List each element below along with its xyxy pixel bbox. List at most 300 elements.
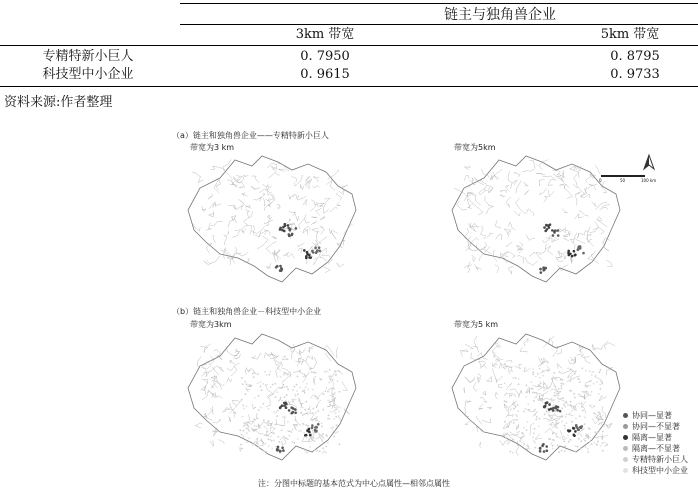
firm-point: [242, 383, 244, 385]
district-boundary: [607, 260, 613, 266]
firm-point: [564, 450, 566, 452]
firm-point: [589, 380, 591, 382]
cluster-point: [318, 250, 321, 253]
firm-point: [284, 386, 286, 388]
cluster-point: [311, 250, 314, 253]
map-panel-a-5km: [444, 150, 624, 290]
firm-point: [334, 370, 336, 372]
firm-point: [291, 432, 293, 434]
firm-point: [275, 383, 277, 385]
firm-point: [329, 402, 331, 404]
firm-point: [264, 426, 266, 428]
firm-point: [314, 440, 316, 442]
district-boundary: [604, 442, 608, 447]
district-boundary: [464, 175, 469, 181]
firm-point: [296, 390, 298, 392]
firm-point: [281, 442, 283, 444]
firm-point: [594, 431, 596, 433]
firm-point: [295, 395, 297, 397]
firm-point: [275, 446, 277, 448]
firm-point: [240, 444, 242, 446]
firm-point: [528, 409, 530, 411]
firm-point: [310, 413, 312, 415]
firm-point: [536, 416, 538, 418]
panel-b-left-bandwidth: 带宽为3km: [190, 320, 232, 329]
table-top-rule: [180, 3, 698, 4]
firm-point: [569, 380, 571, 382]
firm-point: [565, 416, 567, 418]
firm-point: [297, 438, 299, 440]
cluster-point: [574, 430, 577, 433]
cluster-point: [568, 430, 571, 433]
district-boundary: [336, 347, 338, 358]
firm-point: [287, 421, 289, 423]
cluster-point: [575, 424, 578, 427]
firm-point: [298, 430, 300, 432]
firm-point: [523, 427, 525, 429]
firm-point: [575, 451, 577, 453]
legend-item: 科技型中小企业: [622, 465, 698, 476]
firm-point: [286, 373, 288, 375]
firm-point: [316, 398, 318, 400]
cluster-point: [314, 246, 317, 249]
firm-point: [334, 392, 336, 394]
firm-point: [243, 430, 245, 432]
district-boundary: [465, 344, 473, 349]
firm-point: [330, 375, 332, 377]
firm-point: [270, 423, 272, 425]
firm-point: [243, 425, 245, 427]
group-header: 链主与独角兽企业: [444, 7, 556, 23]
district-boundary: [595, 165, 600, 175]
firm-point: [265, 434, 267, 436]
firm-point: [294, 386, 296, 388]
firm-point: [596, 417, 598, 419]
firm-point: [597, 438, 599, 440]
cluster-point: [318, 246, 321, 249]
firm-point: [253, 430, 255, 432]
cluster-point: [546, 228, 549, 231]
row-label: 科技型中小企业: [42, 67, 134, 82]
firm-point: [332, 394, 334, 396]
firm-point: [578, 394, 580, 396]
district-boundary: [219, 440, 225, 445]
district-boundary: [467, 265, 472, 273]
cluster-point: [557, 234, 560, 237]
firm-point: [553, 372, 555, 374]
cluster-point: [308, 254, 311, 257]
firm-point: [527, 403, 529, 405]
cluster-point: [311, 424, 314, 427]
firm-point: [579, 381, 581, 383]
firm-point: [519, 440, 521, 442]
firm-point: [505, 437, 507, 439]
cluster-point: [543, 226, 546, 229]
firm-point: [539, 377, 541, 379]
firm-point: [263, 450, 265, 452]
firm-point: [589, 370, 591, 372]
firm-point: [539, 368, 541, 370]
firm-point: [542, 370, 544, 372]
firm-point: [280, 376, 282, 378]
firm-point: [330, 411, 332, 413]
firm-point: [567, 435, 569, 437]
firm-point: [509, 451, 511, 453]
firm-point: [574, 405, 576, 407]
scale-bar-segment-light: [623, 175, 645, 177]
scale-label: 100 km: [641, 178, 657, 183]
firm-point: [563, 404, 565, 406]
firm-point: [577, 446, 579, 448]
firm-point: [258, 427, 260, 429]
firm-point: [591, 371, 593, 373]
firm-point: [561, 450, 563, 452]
firm-point: [314, 449, 316, 451]
firm-point: [268, 374, 270, 376]
firm-point: [593, 413, 595, 415]
firm-point: [580, 440, 582, 442]
group-underline: [180, 24, 698, 25]
firm-point: [325, 446, 327, 448]
firm-point: [533, 409, 535, 411]
firm-point: [578, 403, 580, 405]
firm-point: [292, 441, 294, 443]
firm-point: [322, 433, 324, 435]
district-boundary: [323, 267, 330, 273]
firm-point: [297, 376, 299, 378]
firm-point: [328, 415, 330, 417]
firm-point: [548, 411, 550, 413]
firm-point: [515, 377, 517, 379]
firm-point: [594, 442, 596, 444]
firm-point: [305, 451, 307, 453]
firm-point: [257, 373, 259, 375]
cluster-point: [292, 411, 295, 414]
cluster-point: [572, 427, 575, 430]
firm-point: [282, 380, 284, 382]
firm-point: [508, 441, 510, 443]
firm-point: [552, 448, 554, 450]
district-boundary: [495, 265, 499, 273]
cluster-point: [571, 255, 574, 258]
firm-point: [558, 371, 560, 373]
firm-point: [536, 392, 538, 394]
firm-point: [240, 400, 242, 402]
cluster-point: [545, 402, 548, 405]
panel-a-left-bandwidth: 带宽为3 km: [190, 143, 235, 152]
firm-point: [319, 378, 321, 380]
firm-point: [327, 418, 329, 420]
firm-point: [319, 450, 321, 452]
cluster-point: [311, 427, 314, 430]
firm-point: [338, 411, 340, 413]
table-cell: 0. 9733: [610, 67, 660, 82]
firm-point: [330, 378, 332, 380]
firm-point: [575, 445, 577, 447]
firm-point: [316, 438, 318, 440]
firm-point: [296, 424, 298, 426]
district-boundary: [464, 262, 470, 268]
firm-point: [266, 384, 268, 386]
district-boundary: [473, 336, 477, 347]
firm-point: [523, 411, 525, 413]
firm-point: [572, 378, 574, 380]
firm-point: [560, 383, 562, 385]
firm-point: [532, 392, 534, 394]
cluster-point: [582, 252, 585, 255]
firm-point: [600, 388, 602, 390]
firm-point: [292, 399, 294, 401]
firm-point: [314, 376, 316, 378]
firm-point: [253, 443, 255, 445]
firm-point: [263, 419, 265, 421]
firm-point: [315, 396, 317, 398]
cluster-point: [549, 223, 552, 226]
cluster-point: [287, 227, 290, 230]
firm-point: [270, 436, 272, 438]
firm-point: [598, 412, 600, 414]
firm-point: [335, 407, 337, 409]
firm-point: [239, 429, 241, 431]
firm-point: [535, 376, 537, 378]
cluster-point: [546, 449, 549, 452]
firm-point: [584, 423, 586, 425]
firm-point: [534, 442, 536, 444]
firm-point: [298, 400, 300, 402]
legend-dot-icon: [623, 468, 628, 473]
firm-point: [273, 432, 275, 434]
firm-point: [265, 451, 267, 453]
cluster-point: [287, 224, 290, 227]
firm-point: [567, 367, 569, 369]
legend-dot-icon: [623, 424, 628, 429]
district-boundary: [210, 441, 214, 447]
cluster-point: [567, 252, 570, 255]
firm-point: [260, 381, 262, 383]
firm-point: [277, 436, 279, 438]
firm-point: [312, 420, 314, 422]
firm-point: [600, 369, 602, 371]
firm-point: [533, 400, 535, 402]
cluster-point: [306, 429, 309, 432]
firm-point: [562, 397, 564, 399]
firm-point: [527, 445, 529, 447]
district-boundary: [200, 346, 208, 352]
firm-point: [254, 425, 256, 427]
firm-point: [278, 441, 280, 443]
map-legend: [622, 410, 698, 476]
firm-point: [532, 437, 534, 439]
firm-point: [557, 427, 559, 429]
firm-point: [561, 421, 563, 423]
cluster-point: [545, 224, 548, 227]
firm-point: [546, 387, 548, 389]
cluster-point: [543, 450, 546, 453]
firm-point: [561, 387, 563, 389]
firm-point: [329, 369, 331, 371]
firm-point: [587, 394, 589, 396]
firm-point: [305, 386, 307, 388]
firm-point: [257, 382, 259, 384]
firm-point: [525, 396, 527, 398]
firm-point: [331, 388, 333, 390]
firm-point: [306, 413, 308, 415]
firm-point: [538, 385, 540, 387]
firm-point: [239, 447, 241, 449]
firm-point: [284, 373, 286, 375]
map-panel-a-3km: [180, 150, 360, 290]
firm-point: [504, 421, 506, 423]
firm-point: [302, 390, 304, 392]
firm-point: [556, 391, 558, 393]
firm-point: [567, 377, 569, 379]
cluster-point: [573, 434, 576, 437]
firm-point: [306, 424, 308, 426]
cluster-point: [315, 251, 318, 254]
firm-point: [256, 438, 258, 440]
panel-b-title: （b）链主和独角兽企业－科技型中小企业: [172, 307, 322, 316]
firm-point: [299, 387, 301, 389]
firm-point: [543, 387, 545, 389]
cluster-point: [539, 268, 542, 271]
firm-point: [564, 425, 566, 427]
firm-point: [552, 439, 554, 441]
firm-point: [253, 376, 255, 378]
firm-point: [556, 433, 558, 435]
firm-point: [242, 404, 244, 406]
firm-point: [332, 379, 334, 381]
firm-point: [509, 421, 511, 423]
firm-point: [335, 374, 337, 376]
firm-point: [589, 405, 591, 407]
firm-point: [515, 406, 517, 408]
firm-point: [571, 410, 573, 412]
firm-point: [288, 401, 290, 403]
cluster-point: [545, 445, 548, 448]
firm-point: [587, 448, 589, 450]
cluster-point: [294, 408, 297, 411]
cluster-point: [282, 449, 285, 452]
firm-point: [506, 401, 508, 403]
cluster-point: [306, 251, 309, 254]
firm-point: [253, 372, 255, 374]
district-boundary: [592, 344, 597, 350]
firm-point: [593, 405, 595, 407]
firm-point: [566, 401, 568, 403]
firm-point: [559, 437, 561, 439]
firm-point: [268, 445, 270, 447]
firm-point: [525, 367, 527, 369]
firm-point: [292, 389, 294, 391]
firm-point: [283, 424, 285, 426]
firm-point: [542, 375, 544, 377]
firm-point: [295, 419, 297, 421]
firm-point: [512, 377, 514, 379]
firm-point: [266, 374, 268, 376]
cluster-point: [285, 406, 288, 409]
firm-point: [330, 380, 332, 382]
cluster-point: [279, 227, 282, 230]
firm-point: [246, 442, 248, 444]
district-boundary: [195, 423, 203, 428]
cluster-point: [291, 233, 294, 236]
firm-point: [268, 408, 270, 410]
firm-point: [308, 408, 310, 410]
cluster-point: [555, 407, 558, 410]
firm-point: [564, 428, 566, 430]
district-boundary: [462, 349, 468, 351]
firm-point: [551, 424, 553, 426]
firm-point: [246, 383, 248, 385]
firm-point: [512, 452, 514, 454]
firm-point: [587, 451, 589, 453]
district-boundary: [210, 166, 218, 170]
firm-point: [544, 383, 546, 385]
firm-point: [335, 416, 337, 418]
firm-point: [276, 415, 278, 417]
firm-point: [292, 401, 294, 403]
firm-point: [248, 384, 250, 386]
firm-point: [595, 375, 597, 377]
firm-point: [523, 443, 525, 445]
firm-point: [563, 436, 565, 438]
firm-point: [256, 425, 258, 427]
firm-point: [530, 388, 532, 390]
firm-point: [307, 388, 309, 390]
firm-point: [286, 386, 288, 388]
firm-point: [527, 421, 529, 423]
firm-point: [288, 435, 290, 437]
region-outline: [452, 156, 620, 282]
firm-point: [541, 399, 543, 401]
firm-point: [244, 381, 246, 383]
firm-point: [254, 397, 256, 399]
firm-point: [304, 376, 306, 378]
firm-point: [561, 385, 563, 387]
district-boundary: [475, 265, 482, 271]
firm-point: [257, 443, 259, 445]
firm-point: [510, 370, 512, 372]
table-bottom-rule: [0, 86, 698, 87]
firm-point: [566, 422, 568, 424]
panel-a-title: （a）链主和独角兽企业——专精特新小巨人: [172, 131, 329, 140]
firm-point: [564, 445, 566, 447]
firm-point: [602, 431, 604, 433]
cluster-point: [295, 227, 298, 230]
firm-point: [517, 410, 519, 412]
district-boundary: [464, 165, 470, 170]
legend-item: 隔离—不显著: [622, 443, 698, 454]
firm-point: [526, 385, 528, 387]
firm-point: [510, 395, 512, 397]
cluster-point: [281, 229, 284, 232]
cluster-point: [573, 250, 576, 253]
firm-point: [569, 390, 571, 392]
firm-point: [339, 443, 341, 445]
firm-point: [600, 445, 602, 447]
firm-point: [560, 379, 562, 381]
firm-point: [579, 447, 581, 449]
firm-point: [581, 403, 583, 405]
firm-point: [602, 450, 604, 452]
firm-point: [536, 396, 538, 398]
cluster-point: [574, 253, 577, 256]
firm-point: [558, 451, 560, 453]
firm-point: [516, 419, 518, 421]
firm-point: [561, 407, 563, 409]
firm-point: [334, 405, 336, 407]
district-boundary: [479, 442, 481, 448]
